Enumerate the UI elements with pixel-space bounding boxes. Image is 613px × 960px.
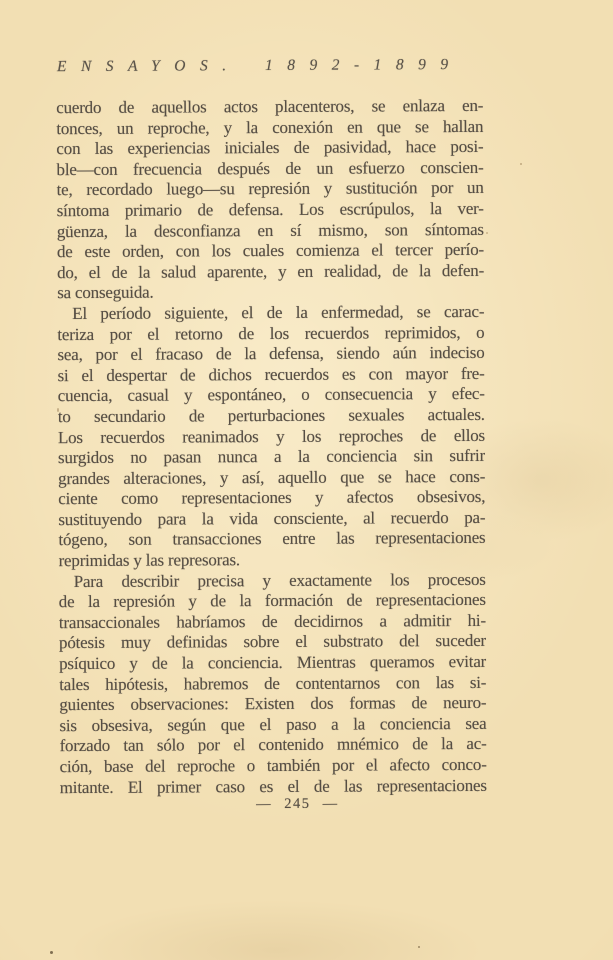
text-line: forzado tan sólo por el contenido mnémico de la ac-: [59, 734, 487, 756]
text-line: de la represión y de la formación de representaciones: [58, 590, 486, 612]
text-line: pótesis muy definidas sobre el substrato del suceder: [58, 631, 487, 653]
text-line: te, recordado luego—su represión y sustitución por un: [56, 178, 484, 200]
text-line: con las experiencias iniciales de pasividad, hace posi-: [56, 137, 484, 159]
text-line: grandes alteraciones, y así, aquello que se hace cons-: [58, 466, 486, 488]
paper-speck: [418, 946, 420, 948]
text-line: de este orden, con los cuales comienza el tercer perío-: [56, 240, 484, 262]
running-header: ENSAYOS. 1892-1899: [56, 56, 463, 76]
text-line: reprimidas y las represoras.: [58, 550, 240, 571]
text-line: sea, por el fracaso de la defensa, siendo aún indeciso: [57, 343, 485, 365]
page-number: — 245 —: [256, 795, 339, 813]
text-line: sis obsesiva, según que el paso a la conciencia sea: [59, 713, 487, 735]
text-line: tonces, un reproche, y la conexión en que se hallan: [56, 116, 484, 138]
body-text: [56, 96, 487, 798]
text-line: mitante. El primer caso es el de las representaciones: [59, 775, 487, 797]
text-line: transaccionales habríamos de decidirnos a admitir hi-: [58, 610, 486, 632]
paper-speck: [520, 163, 522, 165]
text-line: surgidos no pasan nunca a la conciencia sin sufrir: [57, 445, 486, 468]
text-line: si el despertar de dichos recuerdos es con mayor fre-: [57, 363, 485, 385]
text-line: do, el de la salud aparente, y en realidad, de la defen-: [57, 260, 485, 282]
text-line: to secundario de perturbaciones sexuales actuales.: [57, 404, 485, 427]
text-line: El período siguiente, el de la enfermedad, se carac-: [72, 301, 485, 323]
text-line: sa conseguida.: [57, 282, 154, 303]
paper-speck: [50, 951, 53, 954]
text-line: güenza, la desconfianza en sí mismo, son síntomas: [56, 219, 484, 241]
text-line: cuencia, casual y espontáneo, o consecuencia y efec-: [57, 384, 485, 406]
text-line: guientes observaciones: Existen dos formas de neuro-: [59, 693, 487, 715]
text-line: psíquico y de la conciencia. Mientras queramos evitar: [59, 651, 487, 674]
text-line: tógeno, son transacciones entre las representaciones: [58, 528, 486, 550]
text-line: síntoma primario de defensa. Los escrúpulos, la ver-: [56, 198, 484, 221]
text-line: sustituyendo para la vida consciente, al recuerdo pa-: [58, 507, 486, 529]
printed-area: [56, 56, 490, 848]
text-line: tales hipótesis, habremos de contentarnos con las si-: [59, 672, 487, 694]
text-line: Los recuerdos reanimados y los reproches de ellos: [57, 425, 485, 447]
text-line: ción, base del reproche o también por el afecto conco-: [59, 754, 487, 777]
text-line: cuerdo de aquellos actos placenteros, se enlaza en-: [56, 95, 484, 118]
text-line: ciente como representaciones y afectos obsesivos,: [58, 487, 486, 509]
text-line: teriza por el retorno de los recuerdos reprimidos, o: [57, 322, 485, 344]
text-line: Para describir precisa y exactamente los procesos: [73, 569, 486, 591]
text-line: ble—con frecuencia después de un esfuerzo conscien-: [56, 157, 484, 179]
